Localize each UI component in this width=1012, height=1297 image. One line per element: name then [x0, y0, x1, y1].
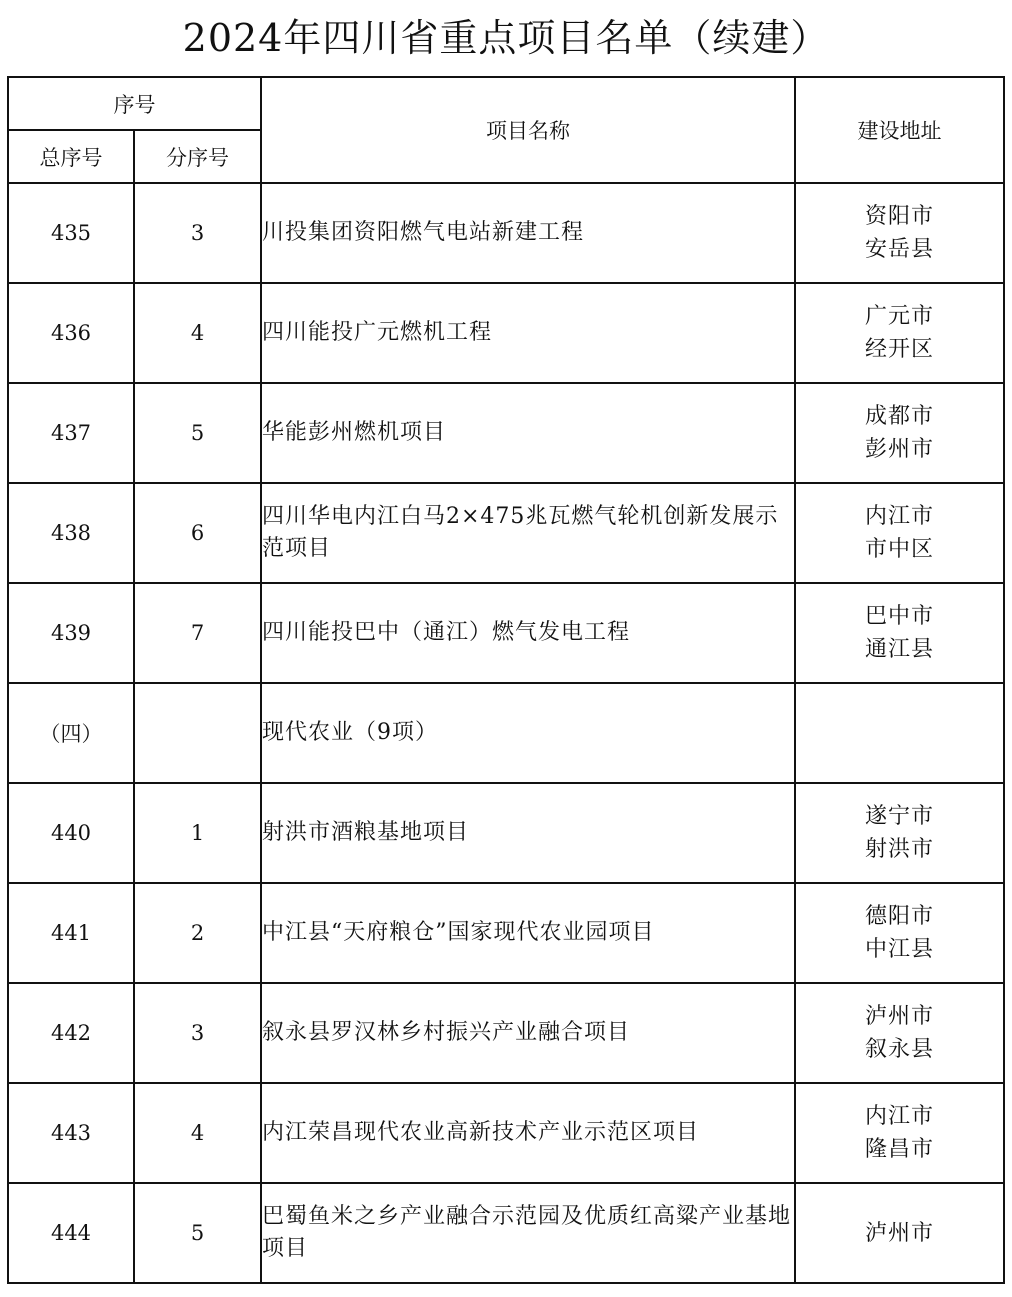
- table-row: [8, 583, 1004, 683]
- sub-serial-cell: 3: [134, 183, 261, 283]
- project-name-cell: 川投集团资阳燃气电站新建工程: [261, 183, 795, 283]
- location-city: 成都市: [864, 404, 934, 429]
- location-cell: [795, 183, 1004, 283]
- sub-serial-cell: [134, 683, 261, 783]
- location-city: 广元市: [864, 304, 934, 329]
- location-city: 巴中市: [864, 604, 934, 629]
- project-name-cell: 内江荣昌现代农业高新技术产业示范区项目: [261, 1083, 795, 1183]
- location-cell: [795, 783, 1004, 883]
- table-row: [8, 1083, 1004, 1183]
- sub-serial-cell: 6: [134, 483, 261, 583]
- total-serial-cell: 444: [8, 1183, 134, 1283]
- location-cell: [795, 1183, 1004, 1283]
- location-district: 市中区: [864, 537, 934, 562]
- location-city: 德阳市: [864, 904, 934, 929]
- sub-serial-cell: 4: [134, 283, 261, 383]
- location-cell: [795, 983, 1004, 1083]
- location-cell: [795, 483, 1004, 583]
- total-serial-cell: 439: [8, 583, 134, 683]
- sub-serial-cell: 4: [134, 1083, 261, 1183]
- total-serial-cell: 438: [8, 483, 134, 583]
- location-district: 通江县: [864, 637, 934, 662]
- table-row: [8, 183, 1004, 283]
- sub-serial-cell: 5: [134, 383, 261, 483]
- table-row: [8, 983, 1004, 1083]
- project-name-cell: 射洪市酒粮基地项目: [261, 783, 795, 883]
- sub-serial-cell: 2: [134, 883, 261, 983]
- location-cell: [795, 1083, 1004, 1183]
- project-name-cell: 中江县“天府粮仓”国家现代农业园项目: [261, 883, 795, 983]
- project-name-cell: 四川能投巴中（通江）燃气发电工程: [261, 583, 795, 683]
- location-district: 经开区: [864, 337, 934, 362]
- location-cell: [795, 883, 1004, 983]
- total-serial-cell: 440: [8, 783, 134, 883]
- sub-serial-header: 分序号: [134, 130, 261, 183]
- table-row: [8, 283, 1004, 383]
- location-cell: [795, 583, 1004, 683]
- table-row: [8, 783, 1004, 883]
- project-list-table: [7, 76, 1005, 1284]
- location-cell: [795, 283, 1004, 383]
- location-district: 中江县: [864, 937, 934, 962]
- sub-serial-cell: 7: [134, 583, 261, 683]
- total-serial-cell: 436: [8, 283, 134, 383]
- section-number-cell: （四）: [8, 683, 134, 783]
- total-serial-cell: 442: [8, 983, 134, 1083]
- total-serial-cell: 443: [8, 1083, 134, 1183]
- sub-serial-cell: 1: [134, 783, 261, 883]
- section-name-cell: 现代农业（9项）: [261, 683, 795, 783]
- project-name-cell: 华能彭州燃机项目: [261, 383, 795, 483]
- total-serial-cell: 437: [8, 383, 134, 483]
- location-district: 彭州市: [864, 437, 934, 462]
- sub-serial-cell: 3: [134, 983, 261, 1083]
- table-row: [8, 1183, 1004, 1283]
- sub-serial-cell: 5: [134, 1183, 261, 1283]
- table-row: [8, 883, 1004, 983]
- project-name-cell: 叙永县罗汉林乡村振兴产业融合项目: [261, 983, 795, 1083]
- table-row: [8, 483, 1004, 583]
- location-city: 泸州市: [864, 1004, 934, 1029]
- project-name-cell: 四川能投广元燃机工程: [261, 283, 795, 383]
- location-district: 安岳县: [864, 237, 934, 262]
- location-city: 遂宁市: [864, 804, 934, 829]
- location-district: 射洪市: [864, 837, 934, 862]
- location-district: 隆昌市: [864, 1137, 934, 1162]
- project-name-header: 项目名称: [261, 77, 795, 183]
- location-city: 内江市: [864, 504, 934, 529]
- project-name-cell: 巴蜀鱼米之乡产业融合示范园及优质红高粱产业基地项目: [261, 1183, 795, 1283]
- table-row: [8, 383, 1004, 483]
- location-cell: [795, 683, 1004, 783]
- project-name-cell: 四川华电内江白马2×475兆瓦燃气轮机创新发展示范项目: [261, 483, 795, 583]
- total-serial-cell: 441: [8, 883, 134, 983]
- location-header: 建设地址: [795, 77, 1004, 183]
- location-city: 内江市: [864, 1104, 934, 1129]
- total-serial-cell: 435: [8, 183, 134, 283]
- location-district: 叙永县: [864, 1037, 934, 1062]
- location-city: 资阳市: [864, 204, 934, 229]
- location-cell: [795, 383, 1004, 483]
- location-city: 泸州市: [864, 1220, 934, 1246]
- document-title: 2024年四川省重点项目名单（续建）: [182, 16, 830, 60]
- serial-group-header: 序号: [8, 77, 261, 130]
- total-serial-header: 总序号: [8, 130, 134, 183]
- section-header-row: [8, 683, 1004, 783]
